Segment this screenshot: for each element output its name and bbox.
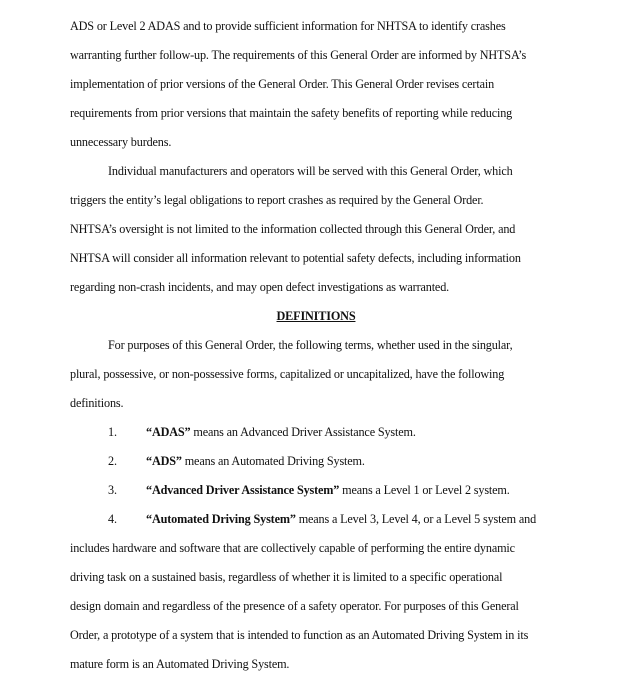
definition-4-line-2: includes hardware and software that are collectively capable of performing the entire dynamic bbox=[70, 541, 515, 555]
intro-line-4: requirements from prior versions that maintain the safety benefits of reporting while reducing bbox=[70, 106, 513, 120]
definition-4-line-6: mature form is an Automated Driving System. bbox=[70, 657, 290, 671]
definition-2 bbox=[146, 454, 365, 468]
definition-3 bbox=[146, 483, 510, 497]
intro-line-3: implementation of prior versions of the General Order. This General Order revises certain bbox=[70, 77, 495, 91]
definition-1-text: means an Advanced Driver Assistance System. bbox=[190, 425, 416, 439]
definition-2-number: 2. bbox=[108, 454, 117, 468]
service-line-2: triggers the entity’s legal obligations to report crashes as required by the General Order. bbox=[70, 193, 484, 207]
intro-line-2: warranting further follow-up. The requirements of this General Order are informed by NHTSA’s bbox=[70, 48, 527, 62]
definition-4-number: 4. bbox=[108, 512, 117, 526]
definition-4-line-4: design domain and regardless of the presence of a safety operator. For purposes of this General bbox=[70, 599, 519, 613]
definition-3-number: 3. bbox=[108, 483, 117, 497]
definition-2-term: “ADS” bbox=[146, 454, 182, 468]
definition-1 bbox=[146, 425, 416, 439]
definition-1-number: 1. bbox=[108, 425, 117, 439]
intro-line-1: ADS or Level 2 ADAS and to provide sufficient information for NHTSA to identify crashes bbox=[70, 19, 506, 33]
service-line-4: NHTSA will consider all information relevant to potential safety defects, including information bbox=[70, 251, 521, 265]
service-line-3: NHTSA’s oversight is not limited to the information collected through this General Order, and bbox=[70, 222, 516, 236]
definition-2-text: means an Automated Driving System. bbox=[181, 454, 365, 468]
service-line-1: Individual manufacturers and operators will be served with this General Order, which bbox=[108, 164, 513, 178]
definition-4-line-5: Order, a prototype of a system that is intended to function as an Automated Driving System in its bbox=[70, 628, 529, 642]
definition-4-term: “Automated Driving System” bbox=[146, 512, 296, 526]
definition-4-text: means a Level 3, Level 4, or a Level 5 system and bbox=[295, 512, 537, 526]
definitions-intro-line-1: For purposes of this General Order, the following terms, whether used in the singular, bbox=[108, 338, 513, 352]
intro-line-5: unnecessary burdens. bbox=[70, 135, 172, 149]
definitions-intro-line-2: plural, possessive, or non-possessive forms, capitalized or uncapitalized, have the following bbox=[70, 367, 505, 381]
definition-4-line-3: driving task on a sustained basis, regardless of whether it is limited to a specific operational bbox=[70, 570, 503, 584]
definition-3-term: “Advanced Driver Assistance System” bbox=[146, 483, 340, 497]
definitions-intro-line-3: definitions. bbox=[70, 396, 124, 410]
service-line-5: regarding non-crash incidents, and may open defect investigations as warranted. bbox=[70, 280, 450, 294]
definition-1-term: “ADAS” bbox=[146, 425, 191, 439]
definition-3-text: means a Level 1 or Level 2 system. bbox=[339, 483, 510, 497]
definitions-heading: DEFINITIONS bbox=[276, 309, 356, 323]
definition-4 bbox=[146, 512, 536, 526]
